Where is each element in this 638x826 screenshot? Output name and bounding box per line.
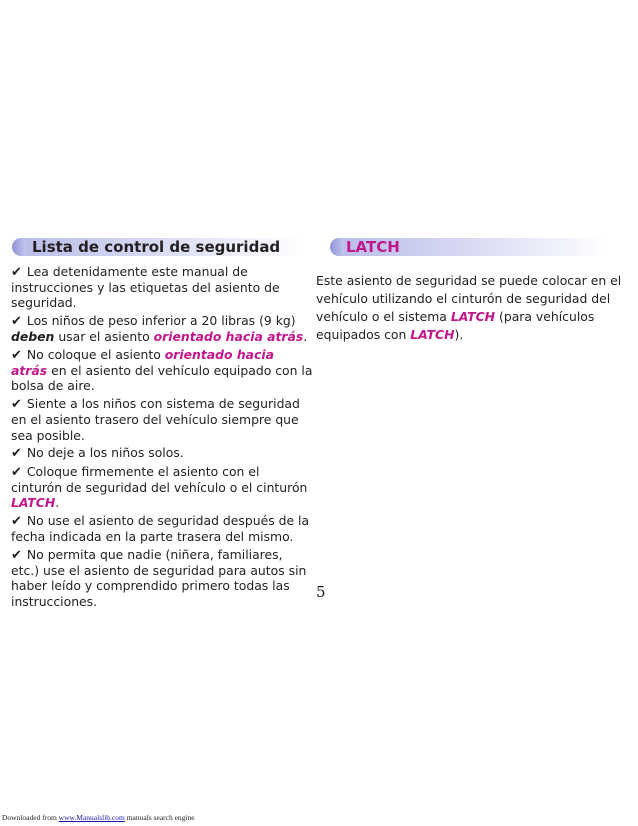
checklist-item — [11, 547, 313, 609]
checkmark-icon: ✔ — [11, 314, 22, 330]
highlight-text: LATCH — [11, 495, 56, 511]
safety-checklist — [11, 264, 313, 611]
section-header-latch — [330, 238, 608, 256]
footer-prefix: Downloaded from — [2, 813, 59, 822]
latch-text: Este asiento de seguridad se puede colocar en el vehículo utilizando el cinturón de seguridad del vehículo o el sistema — [316, 273, 622, 324]
checklist-item — [11, 445, 313, 461]
checklist-item — [11, 264, 313, 311]
checklist-item-text: Siente a los niños con sistema de seguridad en el asiento trasero del vehículo siempre que sea posible. — [11, 396, 300, 443]
header-cap — [12, 238, 26, 256]
checklist-item-text: en el asiento del vehículo equipado con la bolsa de aire. — [11, 363, 313, 394]
checkmark-icon: ✔ — [11, 464, 22, 480]
highlight-text: LATCH — [450, 309, 496, 324]
checklist-item-text: usar el asiento — [54, 329, 154, 345]
checklist-item-text: . — [303, 329, 308, 345]
checklist-item — [11, 313, 313, 344]
checklist-item — [11, 347, 313, 394]
checkmark-icon: ✔ — [11, 446, 22, 462]
checklist-item-text: No deje a los niños solos. — [26, 445, 184, 461]
latch-text: (para vehículos equipados con — [316, 309, 595, 342]
page-number: 5 — [316, 583, 326, 601]
checkmark-icon: ✔ — [11, 547, 22, 563]
checkmark-icon: ✔ — [11, 397, 22, 413]
checklist-item-text: Lea detenidamente este manual de instrucciones y las etiquetas del asiento de seguridad. — [11, 264, 280, 311]
latch-title: LATCH — [346, 238, 400, 256]
checklist-item — [11, 396, 313, 443]
checklist-item — [11, 464, 313, 511]
section-header-safety-checklist — [12, 238, 302, 256]
highlight-text: LATCH — [410, 327, 455, 342]
emphasis-text: deben — [11, 329, 55, 345]
manualslib-link[interactable]: www.Manualslib.com — [58, 813, 125, 822]
checklist-item-text: Coloque firmemente el asiento con el cinturón de seguridad del vehículo o el cinturón — [11, 463, 308, 496]
highlight-text: orientado hacia atrás — [153, 329, 304, 345]
checklist-item — [11, 513, 313, 544]
checklist-item-text: Los niños de peso inferior a 20 libras (9 kg) — [26, 313, 296, 329]
highlight-text: orientado hacia atrás — [11, 347, 274, 379]
latch-text: ). — [454, 327, 464, 342]
checkmark-icon: ✔ — [11, 348, 22, 364]
checklist-item-text: No coloque el asiento — [26, 347, 165, 363]
safety-checklist-title: Lista de control de seguridad — [32, 238, 281, 256]
header-cap — [330, 238, 344, 256]
latch-paragraph — [316, 272, 626, 344]
download-footer — [2, 813, 195, 822]
checklist-item-text: No permita que nadie (niñera, familiares, etc.) use el asiento de seguridad para autos sin haber leído y comprendido primero todas las instrucciones. — [11, 546, 307, 609]
checkmark-icon: ✔ — [11, 265, 22, 280]
checklist-item-text: . — [55, 495, 60, 511]
checklist-item-text: No use el asiento de seguridad después de la fecha indicada en la parte trasera del mismo. — [11, 513, 310, 545]
footer-suffix: manuals search engine — [124, 813, 195, 822]
checkmark-icon: ✔ — [11, 514, 22, 530]
